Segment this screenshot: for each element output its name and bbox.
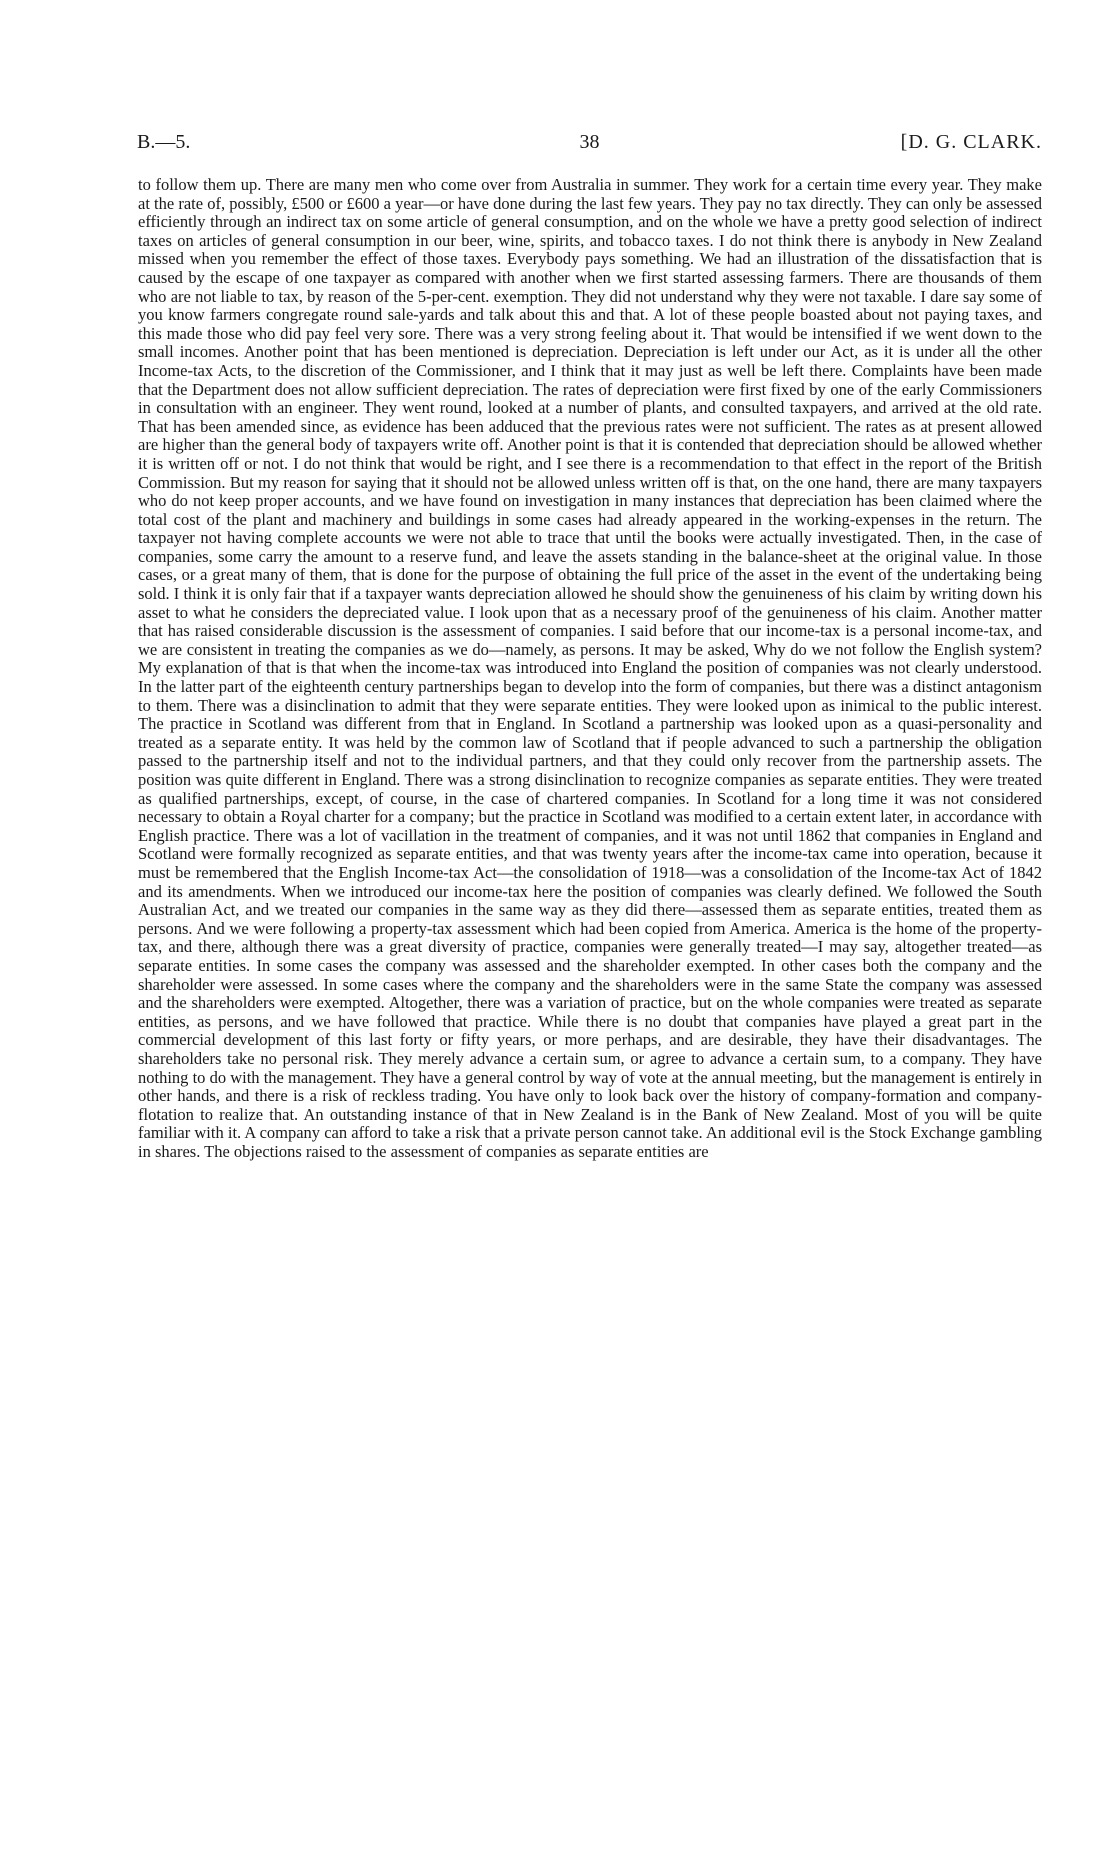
speaker-name: [D. G. CLARK. [900,131,1042,153]
page-number: 38 [579,131,600,153]
document-series: B.—5. [137,131,191,153]
page-header [137,131,1042,161]
body-paragraph: to follow them up. There are many men who come over from Australia in summer. They work for a certain time every year. They make at the rate of, possibly, £500 or £600 a year—or have done during the last few years. They pay no tax directly. They can only be assessed efficiently through an indirect tax on some article of general consumption, and on the whole we have a pretty good selection of indirect taxes on articles of general consumption in our beer, wine, spirits, and tobacco taxes. I do not think there is anybody in New Zealand missed when you remember the effect of those taxes. Everybody pays something. We had an illustration of the dissatisfaction that is caused by the escape of one taxpayer as compared with another when we first started assessing farmers. There are thousands of them who are not liable to tax, by reason of the 5-per-cent. exemption. They did not understand why they were not taxable. I dare say some of you know farmers congregate round sale-yards and talk about this and that. A lot of these people boasted about not paying taxes, and this made those who did pay feel very sore. There was a very strong feeling about it. That would be intensified if we went down to the small incomes. Another point that has been mentioned is depreciation. Depreciation is left under our Act, as it is under all the other Income-tax Acts, to the discretion of the Commissioner, and I think that it may just as well be left there. Complaints have been made that the Department does not allow sufficient depreciation. The rates of depreciation were first fixed by one of the early Commissioners in consultation with an engineer. They went round, looked at a number of plants, and consulted taxpayers, and arrived at the old rate. That has been amended since, as evidence has been adduced that the previous rates were not sufficient. The rates as at present allowed are higher than the general body of taxpayers write off. Another point is that it is contended that depreciation should be allowed whether it is written off or not. I do not think that would be right, and I see there is a recommendation to that effect in the report of the British Commission. But my reason for saying that it should not be allowed unless written off is that, on the one hand, there are many taxpayers who do not keep proper accounts, and we have found on investigation in many instances that depreciation has been claimed where the total cost of the plant and machinery and buildings in some cases had already appeared in the working-expenses in the return. The taxpayer not having complete accounts we were not able to trace that until the books were actually investigated. Then, in the case of companies, some carry the amount to a reserve fund, and leave the assets standing in the balance-sheet at the original value. In those cases, or a great many of them, that is done for the purpose of obtaining the full price of the asset in the event of the undertaking being sold. I think it is only fair that if a taxpayer wants depreciation allowed he should show the genuineness of his claim by writing down his asset to what he considers the depreciated value. I look upon that as a necessary proof of the genuineness of his claim. Another matter that has raised considerable discussion is the assessment of companies. I said before that our income-tax is a personal income-tax, and we are consistent in treating the companies as we do—namely, as persons. It may be asked, Why do we not follow the English system? My explanation of that is that when the income-tax was introduced into England the position of companies was not clearly understood. In the latter part of the eighteenth century partnerships began to develop into the form of companies, but there was a distinct antagonism to them. There was a disinclination to admit that they were separate entities. They were looked upon as inimical to the public interest. The practice in Scotland was different from that in England. In Scotland a partnership was looked upon as a quasi-personality and treated as a separate entity. It was held by the common law of Scotland that if people advanced to such a partnership the obligation passed to the partnership itself and not to the individual partners, and that they could only recover from the partnership assets. The position was quite different in England. There was a strong disinclination to recognize companies as separate entities. They were treated as qualified partnerships, except, of course, in the case of chartered companies. In Scotland for a long time it was not considered necessary to obtain a Royal charter for a company; but the practice in Scotland was modified to a certain extent later, in accordance with English practice. There was a lot of vacillation in the treatment of companies, and it was not until 1862 that companies in England and Scotland were formally recognized as separate entities, and that was twenty years after the income-tax came into operation, because it must be remembered that the English Income-tax Act—the consolidation of 1918—was a consolidation of the Income-tax Act of 1842 and its amendments. When we introduced our income-tax here the position of companies was clearly defined. We followed the South Australian Act, and we treated our companies in the same way as they did there—assessed them as separate entities, treated them as persons. And we were following a property-tax assessment which had been copied from America. America is the home of the property-tax, and there, although there was a great diversity of practice, companies were generally treated—I may say, altogether treated—as separate entities. In some cases the company was assessed and the shareholder exempted. In other cases both the company and the shareholder were assessed. In some cases where the company and the shareholders were in the same State the company was assessed and the shareholders were exempted. Altogether, there was a variation of practice, but on the whole companies were treated as separate entities, as persons, and we have followed that practice. While there is no doubt that companies have played a great part in the commercial development of this last forty or fifty years, or more perhaps, and are desirable, they have their disadvantages. The shareholders take no personal risk. They merely advance a certain sum, or agree to advance a certain sum, to a company. They have nothing to do with the management. They have a general control by way of vote at the annual meeting, but the management is entirely in other hands, and there is a risk of reckless trading. You have only to look back over the history of company-formation and company-flotation to realize that. An outstanding instance of that in New Zealand is in the Bank of New Zealand. Most of you will be quite familiar with it. A company can afford to take a risk that a private person cannot take. An additional evil is the Stock Exchange gambling in shares. The objections raised to the assessment of companies as separate entities are [138,175,1042,1161]
